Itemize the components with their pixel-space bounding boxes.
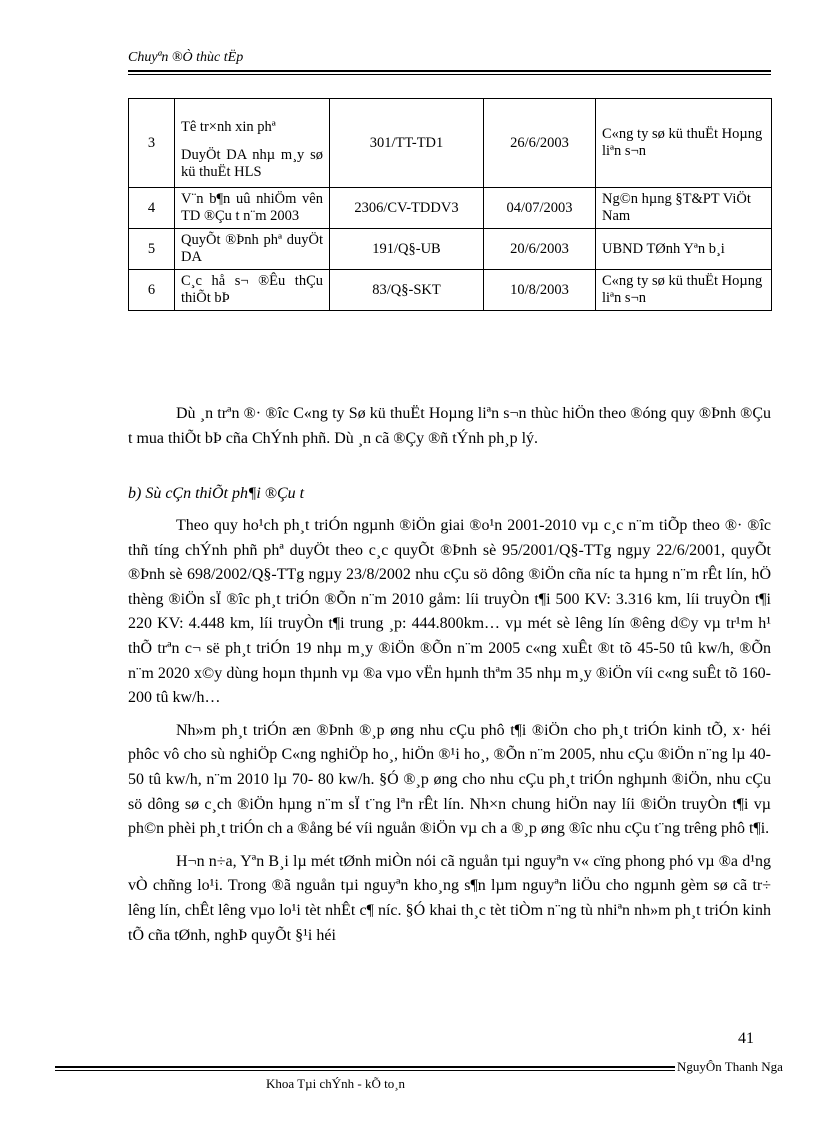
row-number: 3 [129,99,175,188]
row-number: 5 [129,229,175,270]
header-rule [128,70,771,72]
document-name-line: Tê tr×nh xin phª [181,119,276,135]
document-code: 301/TT-TD1 [330,99,484,188]
document-date: 26/6/2003 [484,99,596,188]
document-code: 83/Q§-SKT [330,270,484,311]
document-name: QuyÕt ®Þnh phª duyÖt DA [175,229,330,270]
issuing-organization: C«ng ty sø kü thuËt Hoµng liªn s¬n [596,270,772,311]
document-code: 191/Q§-UB [330,229,484,270]
footer-department: Khoa Tµi chÝnh - kÕ to¸n [266,1076,406,1091]
document-name: V¨n b¶n uû nhiÖm vên TD ®Çu t n¨m 2003 [175,188,330,229]
paragraph: Dù ¸n trªn ®· ®îc C«ng ty Sø kü thuËt Hoµng liªn s¬n thùc hiÖn theo ®óng quy ®Þnh ®Çu t mua thiÕt bÞ cña ChÝnh phñ. Dù ¸n cã ®Çy ®ñ tÝnh ph¸p lý. [128,405,771,447]
issuing-organization: UBND TØnh Yªn b¸i [596,229,772,270]
document-code: 2306/CV-TDDV3 [330,188,484,229]
document-name-line: DuyÖt DA nhµ m¸y sø kü thuËt HLS [181,147,323,180]
table-row [129,229,772,270]
paragraph-legal-basis [128,402,771,451]
main-body [128,514,771,948]
header-rule-thin [128,74,771,75]
paragraph: Theo quy ho¹ch ph¸t triÓn ngµnh ®iÖn giai ®o¹n 2001-2010 vµ c¸c n¨m tiÕp theo ®· ®îc thñ tíng chÝnh phñ phª duyÖt theo c¸c quyÕt ®Þnh sè 95/2001/Q§-TTg ngµy 22/6/2001, quyÕt ®Þnh sè 698/2002/Q§-TTg ngµy 23/8/2002 nhu cÇu sö dông ®iÖn cña níc ta hµng n¨m rÊt lín, hÖ thèng ®iÖn sÏ ®îc ph¸t triÓn ®Õn n¨m 2010 gåm: líi truyÒn t¶i 500 KV: 3.316 km, líi truyÒn t¶i 220 KV: 4.448 km, líi truyÒn t¶i trung ¸p: 444.800km… vµ mét sè lêng lín ®êng d©y vµ tr¹m h¹ thÕ trªn c¬ së ph¸t triÓn 19 nhµ m¸y ®iÖn ®Õn n¨m 2005 c«ng xuÊt ®t tõ 45-50 tû kw/h, ®Õn n¨m 2020 x©y dùng hoµn thµnh vµ ®a vµo vËn hµnh thªm 35 nhµ m¸y ®iÖn víi c«ng suÊt tõ 160- 200 tû kw/h… [128,517,771,707]
footer-author: NguyÔn Thanh Nga [677,1059,783,1074]
issuing-organization: C«ng ty sø kü thuËt Hoµng liªn s¬n [596,99,772,188]
section-subheading: b) Sù cÇn thiÕt ph¶i ®Çu t [128,485,305,502]
issuing-organization: Ng©n hµng §T&PT ViÖt Nam [596,188,772,229]
footer-rule [55,1066,675,1068]
table-row [129,188,772,229]
document-date: 10/8/2003 [484,270,596,311]
paragraph: Nh»m ph¸t triÓn æn ®Þnh ®¸p øng nhu cÇu phô t¶i ®iÖn cho ph¸t triÓn kinh tÕ, x· héi phôc vô cho sù nghiÖp C«ng nghiÖp ho¸, hiÖn ®¹i ho¸, ®Õn n¨m 2005, nhu cÇu ®iÖn n¨ng lµ 40- 50 tû kw/h, n¨m 2010 lµ 70- 80 kw/h. §Ó ®¸p øng cho nhu cÇu ph¸t triÓn nghµnh ®iÖn, nhu cÇu sö dông sø c¸ch ®iÖn hµng n¨m sÏ t¨ng lªn rÊt lín. Nh×n chung hiÖn nay líi ®iÖn truyÒn t¶i vµ ph©n phèi ph¸t triÓn ch a ®ång bé víi nguån ®iÖn vµ ch a ®¸p øng ®îc nhu cÇu t¨ng trêng phô t¶i. [128,721,771,838]
footer-rule-thin [55,1070,675,1071]
document-name: C¸c hå s¬ ®Êu thÇu thiÕt bÞ [175,270,330,311]
document-date: 04/07/2003 [484,188,596,229]
documents-table [128,98,772,311]
table-row [129,270,772,311]
page-number: 41 [738,1030,754,1047]
row-number: 6 [129,270,175,311]
document-date: 20/6/2003 [484,229,596,270]
running-header: Chuyªn ®Ò thùc tËp [128,50,244,65]
table-row [129,99,772,188]
row-number: 4 [129,188,175,229]
paragraph: H¬n n÷a, Yªn B¸i lµ mét tØnh miÒn nói cã nguån tµi nguyªn v« cïng phong phó vµ ®a d¹ng vÒ chñng lo¹i. Trong ®ã nguån tµi nguyªn kho¸ng s¶n lµm nguyªn liÖu cho ngµnh gèm sø cã tr÷ lêng lín, chÊt lêng vµo lo¹i tèt nhÊt c¶ níc. §Ó khai th¸c tèt tiÒm n¨ng tù nhiªn nh»m ph¸t triÓn kinh tÕ cña tØnh, nghÞ quyÕt §¹i héi [128,852,771,944]
document-name [175,99,330,188]
